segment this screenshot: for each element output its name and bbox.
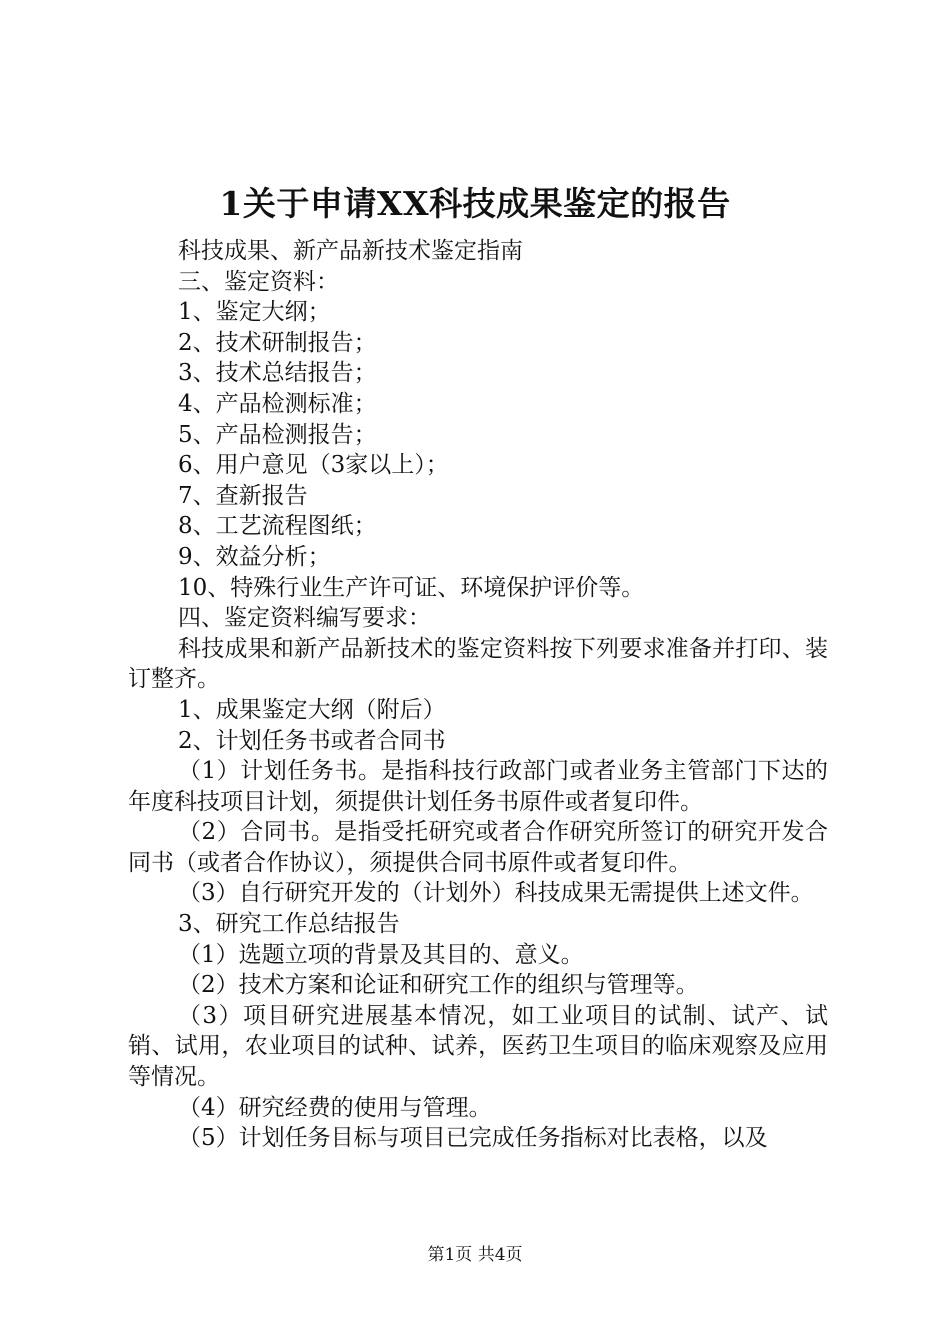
section-heading: 三、鉴定资料： (178, 268, 339, 295)
list-item: 3、技术总结报告； (178, 360, 377, 387)
list-item: 4、产品检测标准； (178, 390, 377, 417)
document-title: 1关于申请XX科技成果鉴定的报告 (219, 184, 731, 223)
section-heading: 四、鉴定资料编写要求： (178, 605, 431, 632)
paragraph: 科技成果、新产品新技术鉴定指南 (178, 238, 523, 264)
list-item: 2、计划任务书或者合同书 (178, 727, 446, 754)
paragraph: （2）合同书。是指受托研究或者合作研究所签订的研究开发合同书（或者合作协议），须提供合同书原件或者复印件。 (128, 819, 828, 876)
list-item: 7、查新报告 (178, 482, 308, 509)
paragraph: （3）自行研究开发的（计划外）科技成果无需提供上述文件。 (178, 880, 814, 907)
page-footer: 第1页 共4页 (427, 1245, 523, 1265)
paragraph: （2）技术方案和论证和研究工作的组织与管理等。 (178, 972, 699, 999)
document-body (128, 236, 828, 1154)
list-item: 6、用户意见（3家以上）； (178, 452, 449, 479)
list-item: 10、特殊行业生产许可证、环境保护评价等。 (178, 574, 645, 601)
list-item: 1、鉴定大纲； (178, 299, 331, 326)
list-item: 9、效益分析； (178, 543, 331, 570)
paragraph: （1）选题立项的背景及其目的、意义。 (178, 941, 584, 968)
paragraph: （3）项目研究进展基本情况，如工业项目的试制、试产、试销、试用，农业项目的试种、试养，医药卫生项目的临床观察及应用等情况。 (128, 1002, 828, 1091)
paragraph: （1）计划任务书。是指科技行政部门或者业务主管部门下达的年度科技项目计划，须提供计划任务书原件或者复印件。 (128, 758, 828, 815)
paragraph: 科技成果和新产品新技术的鉴定资料按下列要求准备并打印、装订整齐。 (128, 635, 828, 693)
paragraph: （4）研究经费的使用与管理。 (178, 1094, 492, 1121)
list-item: 2、技术研制报告； (178, 329, 377, 356)
list-item: 5、产品检测报告； (178, 421, 377, 448)
paragraph: （5）计划任务目标与项目已完成任务指标对比表格，以及 (178, 1125, 768, 1152)
list-item: 1、成果鉴定大纲（附后） (178, 696, 446, 723)
list-item: 3、研究工作总结报告 (178, 911, 400, 938)
list-item: 8、工艺流程图纸； (178, 513, 377, 540)
